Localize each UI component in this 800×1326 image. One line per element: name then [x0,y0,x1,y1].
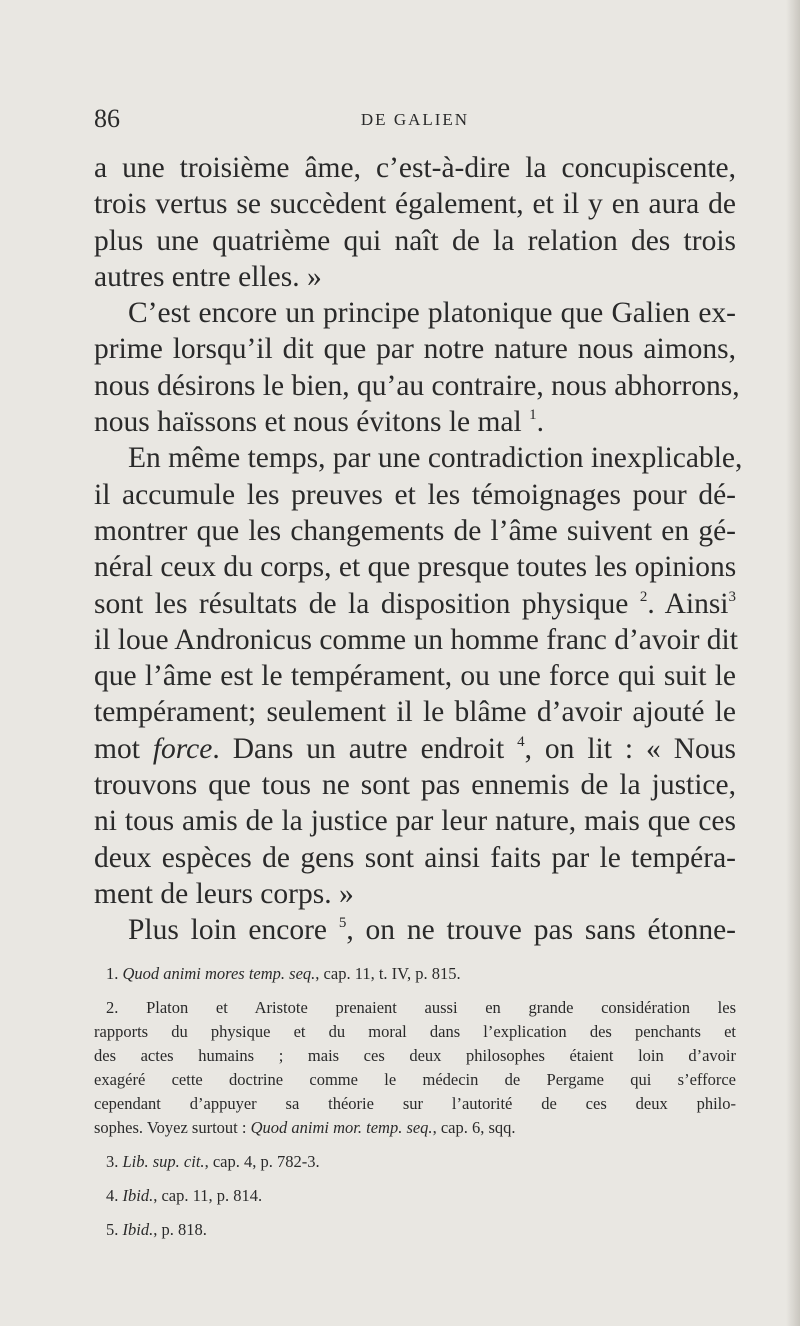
footnote-1: 1. Quod animi mores temp. seq., cap. 11, t. IV, p. 815. [106,964,461,983]
text-line: trois vertus se succèdent également, et il y en aura de [94,188,736,221]
footnotes [94,962,736,1242]
running-title: DE GALIEN [360,110,470,129]
footnote-line: 2. Platon et Aristote prenaient aussi en grande considération les [106,998,736,1017]
paragraph-start-line: En même temps, par une contradiction inexplicable, [128,442,743,475]
text-line: autres entre elles. » [94,260,322,293]
footnote-line: rapports du physique et du moral dans l’explication des penchants et [94,1022,736,1041]
text-line: nous désirons le bien, qu’au contraire, nous abhorrons, [94,369,740,402]
footnote-ref: 4 [517,733,525,750]
footnote-5: 5. Ibid., p. 818. [106,1220,207,1239]
footnote-ref: 2 [639,588,648,605]
footnote-ref: 5 [338,915,347,932]
paragraph-start-line: Plus loin encore $^5$, on ne trouve pas sans étonne- [128,914,736,947]
italic-word: force [152,732,213,765]
text-line: ni tous amis de la justice par leur nature, mais que ces [94,805,736,838]
text-line: prime lorsqu’il dit que par notre nature nous aimons, [94,333,736,366]
text-line: nous haïssons et nous évitons le mal $^1$. [94,406,544,439]
text-line: que l’âme est le tempérament, ou une force qui suit le [94,660,736,693]
footnote-3: 3. Lib. sup. cit., cap. 4, p. 782-3. [106,1152,320,1171]
text-line: ment de leurs corps. » [94,877,354,910]
text-line: deux espèces de gens sont ainsi faits par le tempéra- [94,841,736,874]
text-line: sont les résultats de la disposition physique $^2$. Ainsi$^3$ [94,587,736,620]
page-header [94,104,736,140]
text-line: il accumule les preuves et les témoignages pour dé- [94,478,736,511]
page-number: 86 [94,104,120,133]
page-edge-shadow [786,0,800,1326]
main-text [94,150,743,949]
footnote-ref: 3 [728,588,736,605]
footnote-2 [94,996,736,1140]
footnote-line: exagéré cette doctrine comme le médecin de Pergame qui s’efforce [94,1070,736,1089]
footnote-line: sophes. Voyez surtout : Quod animi mor. temp. seq., cap. 6, sqq. [94,1118,516,1137]
text-line: montrer que les changements de l’âme suivent en gé- [94,514,736,547]
footnote-line: cependant d’appuyer sa théorie sur l’autorité de ces deux philo- [94,1094,736,1113]
text-line: trouvons que tous ne sont pas ennemis de la justice, [94,769,736,802]
footnote-ref: 1 [529,407,537,424]
paragraph-start-line: C’est encore un principe platonique que Galien ex- [128,297,736,330]
text-line: il loue Andronicus comme un homme franc d’avoir dit [94,623,738,656]
text-line: plus une quatrième qui naît de la relation des trois [94,224,736,257]
footnote-line: des actes humains ; mais ces deux philosophes étaient loin d’avoir [94,1046,736,1065]
text-line: mot force. Dans un autre endroit $^4$, on lit : « Nous [94,732,736,765]
text-line: néral ceux du corps, et que presque toutes les opinions [94,551,737,584]
text-line: a une troisième âme, c’est-à-dire la concupiscente, [94,152,736,184]
text-line: tempérament; seulement il le blâme d’avoir ajouté le [94,696,736,729]
footnote-4: 4. Ibid., cap. 11, p. 814. [106,1186,263,1205]
